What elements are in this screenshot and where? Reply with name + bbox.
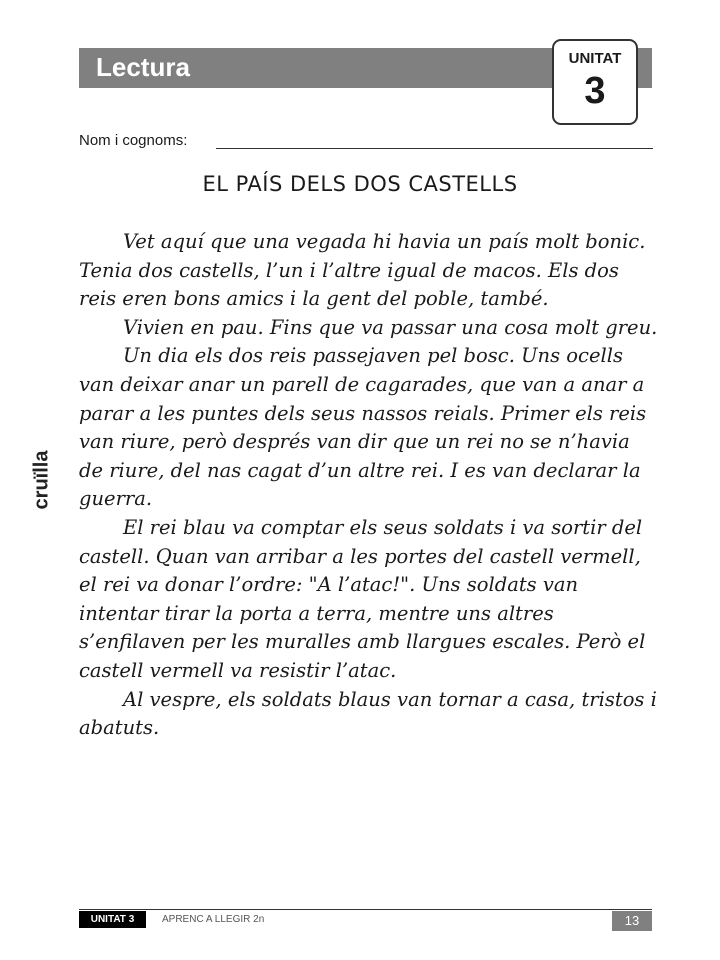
story-paragraph: El rei blau va comptar els seus soldats i va sortir del castell. Quan van arribar a les portes del castell vermell, el rei va donar l’ordre: "A l’atac!". Uns soldats van intentar tirar la porta a terra, mentre uns altres s’enfilaven per les muralles amb llargues escales. Però el castell vermell va resistir l’atac.: [79, 515, 646, 682]
story-text: [79, 228, 659, 743]
unit-number: 3: [584, 70, 606, 112]
story-paragraph: Vet aquí que una vegada hi havia un país molt bonic. Tenia dos castells, l’un i l’altre igual de macos. Els dos reis eren bons amics i la gent del poble, també.: [79, 230, 646, 311]
name-label: Nom i cognoms:: [79, 132, 188, 149]
name-field-line[interactable]: [216, 148, 653, 149]
story-paragraph: Un dia els dos reis passejaven pel bosc. Uns ocells van deixar anar un parell de cagarades, que van a anar a parar a les puntes dels seus nassos reials. Primer els reis van riure, però després van dir que un rei no se n’havia de riure, del nas cagat d’un altre rei. I es van declarar la guerra.: [79, 344, 647, 511]
page-number: 13: [612, 911, 652, 931]
publisher-logo-text: cruïlla: [30, 450, 53, 510]
publisher-logo: [27, 440, 57, 520]
unit-badge: [552, 39, 638, 125]
unit-label: UNITAT: [568, 50, 622, 67]
footer-divider: [79, 909, 652, 910]
footer-unit-label: UNITAT 3: [79, 911, 146, 928]
section-title: Lectura: [96, 52, 190, 82]
footer-book-title: APRENC A LLEGIR 2n: [162, 914, 265, 925]
story-paragraph: Vivien en pau. Fins que va passar una cosa molt greu.: [123, 315, 658, 339]
story-title: EL PAÍS DELS DOS CASTELLS: [202, 172, 518, 196]
story-paragraph: Al vespre, els soldats blaus van tornar a casa, tristos i abatuts.: [79, 687, 657, 740]
